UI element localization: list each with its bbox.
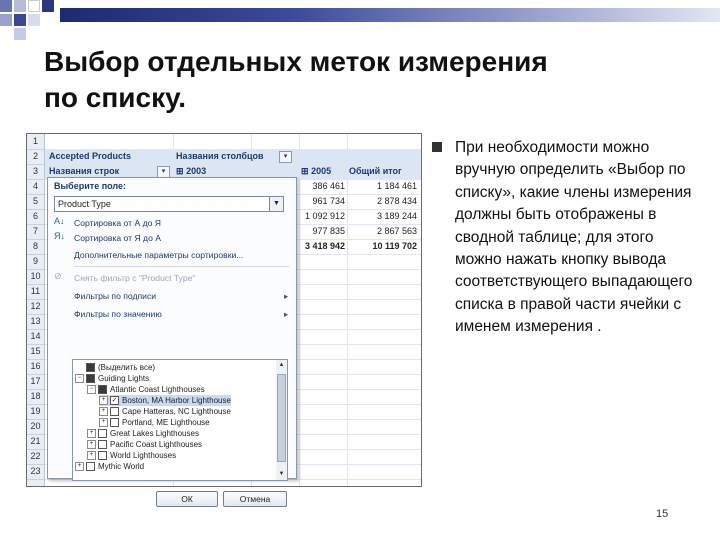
scroll-thumb[interactable] [277,374,286,462]
cancel-button[interactable]: Отмена [223,491,287,507]
title-line-1: Выбор отдельных меток измерения [44,46,548,77]
deco-square [0,14,12,26]
row-number[interactable]: 22 [27,449,44,465]
tree-item[interactable] [87,428,199,439]
checkbox[interactable] [86,462,95,471]
row-number[interactable]: 4 [27,179,44,195]
value-cell[interactable]: 3 189 244 [376,211,417,221]
tree-item[interactable] [87,439,202,450]
page-number: 15 [656,508,669,520]
value-cell[interactable]: 1 092 912 [304,211,345,221]
tree-item-label: Atlantic Coast Lighthouses [110,385,205,394]
menu-sort-desc[interactable]: Сортировка от Я до А [74,233,161,243]
value-cell[interactable]: 386 461 [312,181,345,191]
sort-asc-icon: A↓ [54,216,65,226]
tree-item-label: Great Lakes Lighthouses [110,429,199,438]
checkbox[interactable] [98,385,107,394]
cell-grand-total[interactable]: Общий итог [349,166,402,176]
year-2003-label: 2003 [186,166,207,176]
expand-icon[interactable]: + [99,407,108,416]
col-line [347,134,348,486]
expand-icon[interactable]: + [87,429,96,438]
deco-square [14,0,26,12]
title-line-2: по списку. [44,82,186,113]
tree-item-label: Portland, ME Lighthouse [122,418,210,427]
checkbox[interactable] [98,429,107,438]
expand-icon[interactable]: + [87,440,96,449]
row-filter-dropdown[interactable]: ▾ [157,166,170,178]
expand-icon[interactable]: + [99,396,108,405]
menu-sort-asc[interactable]: Сортировка от А до Я [74,218,161,228]
chevron-right-icon: ▸ [284,291,289,301]
tree-item-label: Cape Hatteras, NC Lighthouse [122,407,231,416]
member-tree[interactable] [72,359,278,481]
value-cell[interactable]: 10 119 702 [372,241,417,251]
tree-item-label: Pacific Coast Lighthouses [110,440,203,449]
row-number[interactable]: 17 [27,374,44,390]
deco-square [28,14,40,26]
slide-title [44,44,644,116]
row-numbers [27,134,45,486]
menu-value-filters[interactable] [74,309,289,319]
scroll-down-icon[interactable]: ▼ [278,471,285,477]
row-number[interactable]: 21 [27,434,44,450]
cell-row-names[interactable]: Названия строк [49,166,120,176]
tree-item[interactable] [99,406,231,417]
cell-accepted-products[interactable]: Accepted Products [49,151,132,161]
row-number[interactable]: 11 [27,284,44,300]
deco-square [14,14,26,26]
cell-year-2005[interactable] [301,164,331,179]
expand-icon[interactable]: + [99,418,108,427]
column-filter-dropdown[interactable]: ▾ [279,151,292,163]
row-number[interactable]: 23 [27,464,44,480]
collapse-icon[interactable]: − [75,374,84,383]
menu-label-filters[interactable] [74,291,289,301]
row-number[interactable]: 8 [27,239,44,255]
tree-item[interactable] [99,395,231,406]
tree-item[interactable] [75,461,144,472]
clear-filter-icon: ⊘ [54,271,62,281]
filter-popup [47,177,297,504]
value-cell[interactable]: 1 184 461 [376,181,417,191]
divider [74,266,289,267]
menu-more-sort-options[interactable]: Дополнительные параметры сортировки... [74,250,244,260]
menu-clear-filter: Снять фильтр с "Product Type" [74,273,196,283]
value-cell[interactable]: 3 418 942 [304,241,345,251]
checkbox[interactable]: ✓ [111,397,118,405]
body-text: При необходимости можно вручную определить «Выбор по списку», какие члены измерения должны быть отображены в сводной таблице; для этого можно нажать кнопку вывода соответствующего выпадающего списка в правой части ячейки с именем измерения . [455,139,693,336]
row-number[interactable]: 20 [27,419,44,435]
row-number[interactable]: 15 [27,344,44,360]
row-number[interactable]: 7 [27,224,44,240]
row-number[interactable]: 19 [27,404,44,420]
value-cell[interactable]: 2 867 563 [376,226,417,236]
expand-icon[interactable]: ⊞ [176,166,184,176]
deco-square [14,28,26,40]
value-cell[interactable]: 961 734 [312,196,345,206]
tree-item[interactable] [87,450,176,461]
row-number[interactable]: 14 [27,329,44,345]
year-2005-label: 2005 [311,166,332,176]
row-number[interactable]: 6 [27,209,44,225]
tree-item-label: Mythic World [98,462,145,471]
scroll-up-icon[interactable]: ▲ [278,362,285,368]
excel-screenshot [26,133,422,504]
chevron-down-icon[interactable]: ▼ [269,197,283,211]
row-number[interactable]: 9 [27,254,44,270]
cell-column-names[interactable]: Названия столбцов [176,151,264,161]
field-select-value: Product Type [58,199,111,209]
checkbox[interactable] [98,451,107,460]
checkbox[interactable] [98,440,107,449]
deco-square [0,0,12,12]
ok-button[interactable]: ОК [156,491,218,507]
tree-scrollbar[interactable] [276,359,288,481]
expand-icon[interactable]: + [75,462,84,471]
tree-item-label: Boston, MA Harbor Lighthouse [122,396,231,405]
gradient-bar [60,8,720,22]
label-filters-text: Фильтры по подписи [74,291,157,301]
checkbox[interactable] [86,374,95,383]
checkbox[interactable] [110,418,119,427]
row-number[interactable]: 12 [27,299,44,315]
collapse-icon[interactable]: − [87,385,96,394]
row-number[interactable]: 1 [27,134,44,150]
row-number[interactable]: 5 [27,194,44,210]
value-cell[interactable]: 2 878 434 [376,196,417,206]
deco-square [42,0,54,12]
row-number[interactable]: 13 [27,314,44,330]
expand-icon[interactable]: + [87,451,96,460]
field-select[interactable] [54,196,284,212]
checkbox[interactable] [86,363,95,372]
select-field-label: Выберите поле: [54,181,127,191]
row-number[interactable]: 16 [27,359,44,375]
bullet-marker [432,142,442,152]
value-filters-text: Фильтры по значению [74,309,162,319]
row-number[interactable]: 2 [27,149,44,165]
tree-item[interactable] [75,362,155,373]
deco-square [28,0,40,12]
tree-item[interactable] [75,373,149,384]
row-number[interactable]: 10 [27,269,44,285]
sort-desc-icon: Я↓ [54,231,65,241]
row-number[interactable]: 18 [27,389,44,405]
tree-item[interactable] [99,417,210,428]
tree-item[interactable] [87,384,205,395]
top-decorative-band [0,0,720,30]
row-number[interactable]: 3 [27,164,44,180]
tree-item-label: World Lighthouses [110,451,177,460]
tree-item-label: Guiding Lights [98,374,150,383]
tree-item-label: (Выделить все) [98,363,156,372]
value-cell[interactable]: 977 835 [312,226,345,236]
chevron-right-icon: ▸ [284,309,289,319]
checkbox[interactable] [110,407,119,416]
expand-icon[interactable]: ⊞ [301,166,309,176]
